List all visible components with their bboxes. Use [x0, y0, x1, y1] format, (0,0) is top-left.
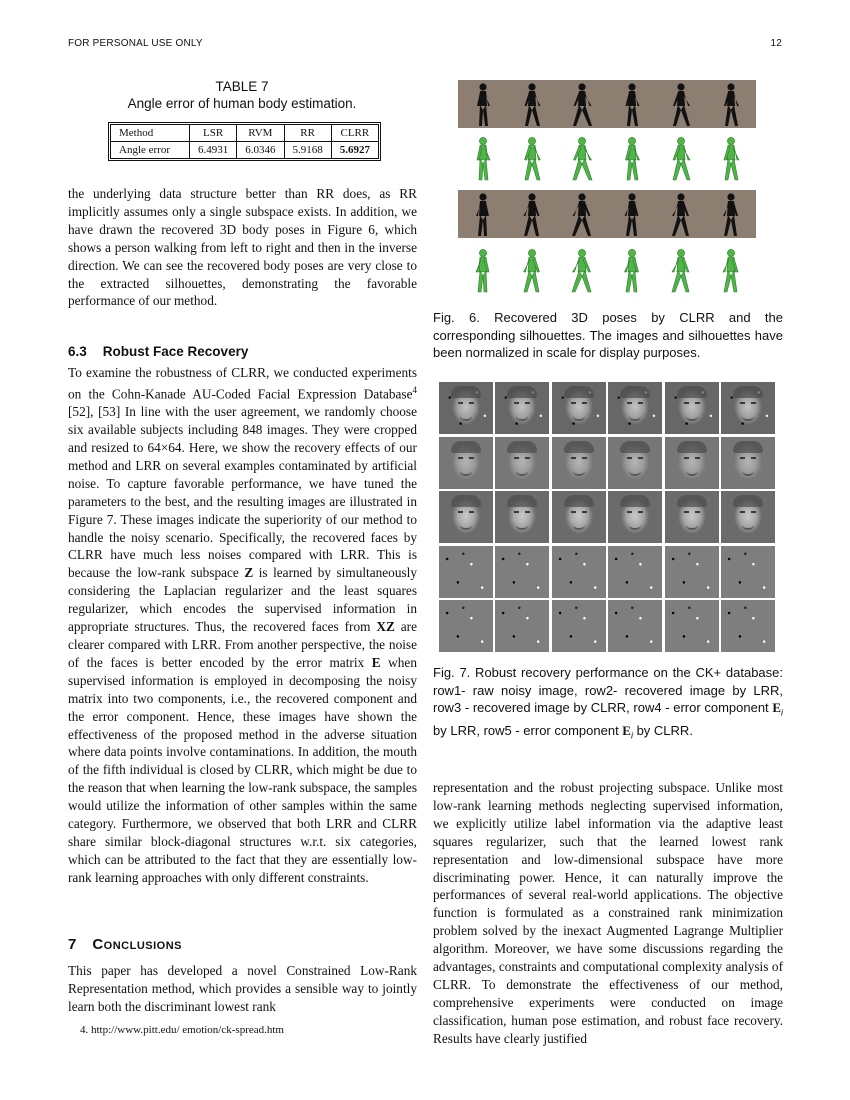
table-row-label: Angle error — [111, 142, 190, 159]
pose-figure — [668, 248, 694, 294]
table-header-cell: RVM — [237, 125, 284, 142]
table-cell: 5.9168 — [284, 142, 331, 159]
table-header-cell: Method — [111, 125, 190, 142]
math-size: 64×64 — [147, 440, 182, 456]
table-caption: Angle error of human body estimation. — [127, 96, 357, 111]
error-component-image — [608, 546, 662, 598]
math-symbol: E — [772, 700, 781, 715]
text-span: To examine the robustness of CLRR, we conducted experiments on the Cohn-Kanade AU-Coded Facial Expression Database — [68, 365, 417, 402]
face-mouth — [686, 471, 698, 476]
face-eyes — [439, 491, 493, 543]
silhouette-figure — [668, 82, 694, 128]
silhouette-row — [458, 80, 756, 130]
body-paragraph: the underlying data structure better than RR does, as RR implicitly assumes only a single subspace exists. In addition, we have drawn the recovered 3D body poses in Figure 6, which shows a person walking from left to right and then in the inverse direction. We can see the recovered body poses are very close to the extracted silhouettes, demonstrating the favorable performance of our method. — [68, 186, 417, 309]
results-table — [110, 124, 379, 159]
section-heading-6-3 — [68, 344, 248, 359]
table-label: TABLE 7 — [215, 79, 269, 94]
recovered-face-image — [665, 437, 719, 489]
noisy-face-image — [495, 382, 549, 434]
body-paragraph: representation and the robust projecting subspace. Unlike most low-rank learning methods neglecting supervised information, we explicitly utilize label information via the adaptive least squares regularizer, such that the learned lowest rank representation and low-dimensional subspace have more discriminating power. Hence, it can naturally improve the performances of several real-world applications. The objective function is formulated as a constrained rank minimization problem solved by the inexact Augmented Lagrange Multiplier algorithm. Moreover, we have some discussions regarding the advantages, constraints and computational complexity analysis of CLRR. To demonstrate the effectiveness of our method, comprehensive experiments were conducted on image classification, human pose estimation, and robust face recovery. Results have clearly justified — [433, 780, 783, 1046]
text-span: . Here, we show the recovery effects of our method and LRR on several examples contaminated by artificial noise. To capture favorable performance, we have tuned the parameters to the best, and the resulting images are illustrated in Figure 7. These images indicate the superiority of our method to handle the noisy scenario. Specifically, the recovered faces by CLRR have much less noises compared with LRR. This is because the low-rank subspace — [68, 440, 417, 581]
noisy-face-image — [608, 382, 662, 434]
error-component-image — [721, 546, 775, 598]
text-span: Fig. 7. Robust recovery performance on the CK+ database: row1- raw noisy image, row2- recovered image by LRR, row3 - recovered image by CLRR, row4 - error component — [433, 665, 783, 715]
error-component-image — [552, 546, 606, 598]
face-mouth — [573, 471, 585, 476]
recovered-face-image — [608, 437, 662, 489]
recovered-face-image — [552, 437, 606, 489]
text-span: are clearer compared with LRR. From another perspective, the noise of the faces is better encoded by the error matrix — [68, 619, 417, 670]
error-component-image — [665, 600, 719, 652]
error-component-image — [665, 546, 719, 598]
footnote: 4. http://www.pitt.edu/ emotion/ck-spread.htm — [80, 1024, 284, 1036]
error-component-image — [495, 546, 549, 598]
table-header-row — [111, 125, 379, 142]
section-number: 6.3 — [68, 344, 87, 359]
error-component-image — [608, 600, 662, 652]
table-header-cell: RR — [284, 125, 331, 142]
section-heading-7 — [68, 936, 182, 953]
pose-figure — [619, 136, 645, 182]
face-eyes — [495, 382, 549, 434]
recovered-face-image — [608, 491, 662, 543]
section-title: Robust Face Recovery — [102, 344, 249, 359]
silhouette-figure — [519, 192, 545, 238]
pose-figure — [718, 248, 744, 294]
footnote-mark: 4 — [412, 384, 417, 395]
recovered-face-image — [721, 491, 775, 543]
pose-figure — [619, 248, 645, 294]
pose-row — [458, 134, 756, 184]
recovered-face-image — [552, 491, 606, 543]
pose-figure — [519, 248, 545, 294]
table-header-cell: LSR — [190, 125, 237, 142]
recovered-face-image — [439, 491, 493, 543]
silhouette-figure — [519, 82, 545, 128]
table-cell: 6.4931 — [190, 142, 237, 159]
page-number: 12 — [770, 38, 782, 49]
recovered-face-image — [721, 437, 775, 489]
table-row — [111, 142, 379, 159]
silhouette-figure — [619, 192, 645, 238]
face-eyes — [495, 437, 549, 489]
silhouette-figure — [470, 192, 496, 238]
face-eyes — [665, 437, 719, 489]
section-number: 7 — [68, 936, 77, 953]
face-eyes — [495, 491, 549, 543]
body-paragraph: This paper has developed a novel Constrained Low-Rank Representation method, which provides a sensible way to jointly learn both the discriminant lowest rank — [68, 963, 417, 1014]
text-span: [52], [53] In line with the user agreement, we randomly choose six available subjects including 848 images. They were cropped and resized to — [68, 404, 417, 456]
silhouette-figure — [569, 192, 595, 238]
noisy-face-image — [721, 382, 775, 434]
text-span: by LRR, row5 - error component — [433, 723, 623, 739]
math-subscript: i — [781, 707, 783, 718]
figure-7-caption — [433, 664, 783, 745]
pose-figure — [569, 136, 595, 182]
pose-figure — [470, 248, 496, 294]
face-eyes — [665, 382, 719, 434]
text-span: when supervised information is employed in decomposing the noisy matrix into two components, i.e., the recovered component and the error component. Hence, these images have shown the effectiveness of the proposed method in the adverse situation where data points involve contaminations. In addition, the mouth of the fifth individual is closed by CLRR, which might be due to the reason that when learning the low-rank subspace, the samples would utilize the information of other samples within the same category. Furthermore, we observed that both LRR and CLRR share similar block-diagonal structures w.r.t. six categories, which can be attributed to the fact that they are essentially low-rank learning approaches with only different constraints. — [68, 654, 417, 885]
face-eyes — [665, 491, 719, 543]
figure-7-face-grid — [439, 382, 775, 652]
face-mouth — [742, 471, 754, 476]
face-eyes — [439, 382, 493, 434]
math-symbol: E — [371, 654, 381, 670]
text-span: is learned by simultaneously considering the Laplacian regularizer and the least squares regularizer, which encodes the supervised information in appropriate structures. Thus, the recovered faces from — [68, 565, 418, 635]
face-mouth — [460, 471, 472, 476]
math-symbol: Z — [244, 565, 254, 581]
table-cell-best: 5.6927 — [331, 142, 378, 159]
silhouette-figure — [718, 82, 744, 128]
face-eyes — [608, 437, 662, 489]
face-eyes — [608, 382, 662, 434]
silhouette-figure — [668, 192, 694, 238]
math-symbol: XZ — [376, 619, 395, 635]
noisy-face-image — [665, 382, 719, 434]
running-header: FOR PERSONAL USE ONLY — [68, 38, 203, 49]
figure-6-poses — [458, 80, 756, 298]
pose-figure — [519, 136, 545, 182]
error-component-image — [721, 600, 775, 652]
figure-6-caption: Fig. 6. Recovered 3D poses by CLRR and the corresponding silhouettes. The images and silhouettes have been normalized in scale for display purposes. — [433, 310, 783, 360]
face-eyes — [721, 437, 775, 489]
face-eyes — [608, 491, 662, 543]
silhouette-figure — [470, 82, 496, 128]
face-eyes — [552, 491, 606, 543]
error-component-image — [439, 546, 493, 598]
recovered-face-image — [665, 491, 719, 543]
text-span: by CLRR. — [632, 723, 693, 739]
face-eyes — [721, 382, 775, 434]
pose-figure — [470, 136, 496, 182]
pose-row — [458, 246, 756, 296]
noisy-face-image — [439, 382, 493, 434]
math-subscript: i — [630, 730, 633, 741]
error-component-image — [495, 600, 549, 652]
pose-figure — [668, 136, 694, 182]
table-cell: 6.0346 — [237, 142, 284, 159]
face-eyes — [552, 437, 606, 489]
pose-figure — [718, 136, 744, 182]
face-eyes — [721, 491, 775, 543]
silhouette-row — [458, 190, 756, 240]
face-eyes — [439, 437, 493, 489]
silhouette-figure — [569, 82, 595, 128]
recovered-face-image — [495, 491, 549, 543]
section-title: Conclusions — [92, 936, 183, 953]
body-paragraph — [68, 364, 417, 887]
table-header-cell: CLRR — [331, 125, 378, 142]
error-component-image — [439, 600, 493, 652]
error-component-image — [552, 600, 606, 652]
pose-figure — [569, 248, 595, 294]
recovered-face-image — [439, 437, 493, 489]
noisy-face-image — [552, 382, 606, 434]
silhouette-figure — [718, 192, 744, 238]
silhouette-figure — [619, 82, 645, 128]
face-eyes — [552, 382, 606, 434]
recovered-face-image — [495, 437, 549, 489]
math-symbol: E — [622, 723, 631, 739]
